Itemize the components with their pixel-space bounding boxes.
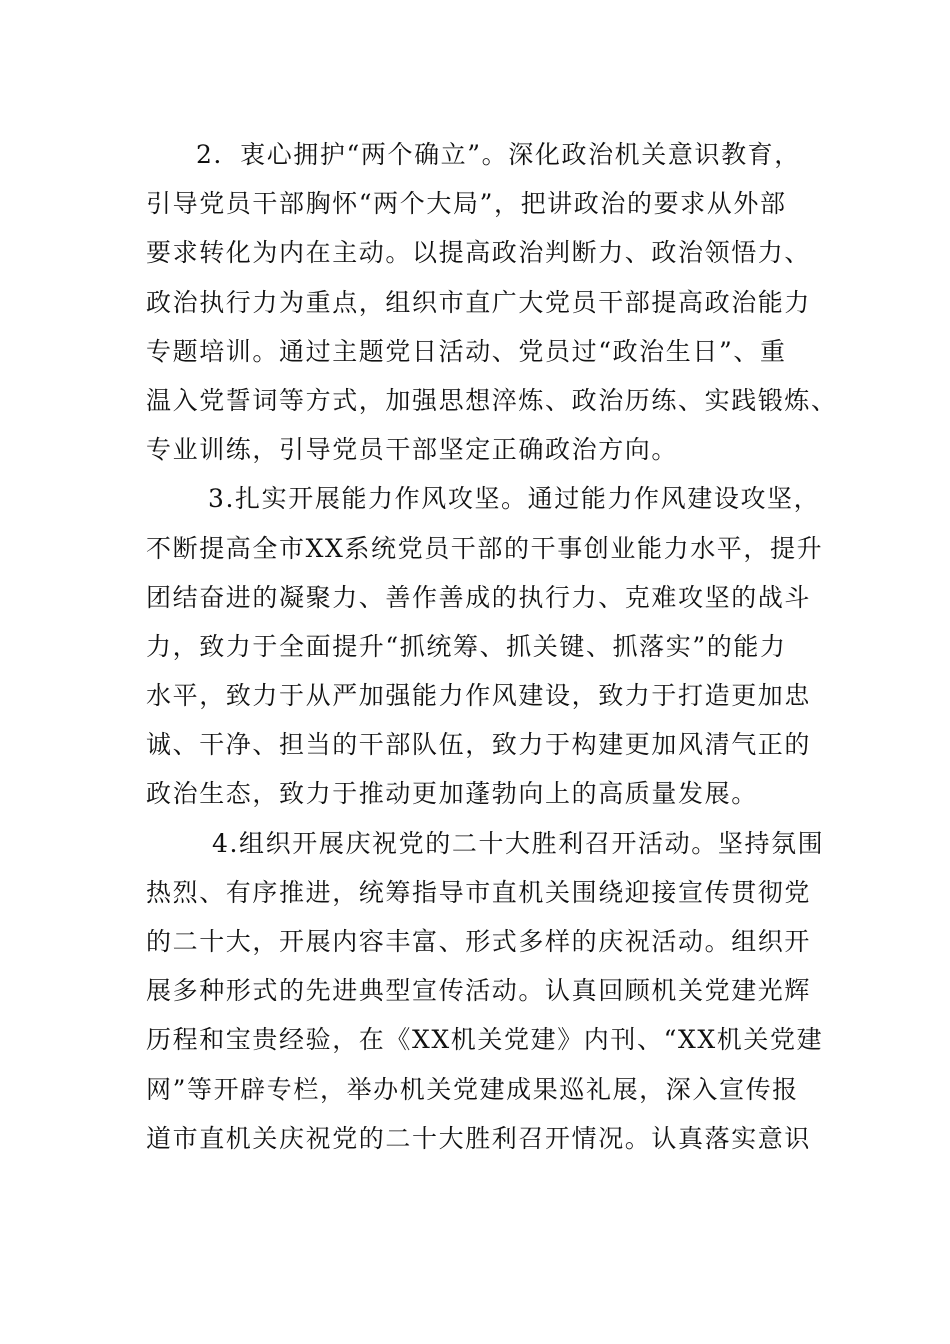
paragraph-line: 温入党誓词等方式，加强思想淬炼、政治历练、实践锻炼、 [146, 385, 838, 415]
document-body [146, 130, 838, 1163]
paragraph-line: 政治执行力为重点，组织市直广大党员干部提高政治能力 [146, 287, 812, 317]
paragraph-line: 专题培训。通过主题党日活动、党员过“政治生日”、重 [146, 336, 787, 366]
paragraph-line: 历程和宝贵经验，在《XX机关党建》内刊、“XX机关党建 [146, 1025, 824, 1055]
paragraph-line: 不断提高全市XX系统党员干部的干事创业能力水平，提升 [146, 533, 824, 563]
paragraph-line: 水平，致力于从严加强能力作风建设，致力于打造更加忠 [146, 681, 812, 711]
paragraph-line: 热烈、有序推进，统筹指导市直机关围绕迎接宣传贯彻党 [146, 877, 812, 907]
paragraph-line: 要求转化为内在主动。以提高政治判断力、政治领悟力、 [146, 238, 812, 268]
paragraph-line: 道市直机关庆祝党的二十大胜利召开情况。认真落实意识 [146, 1123, 812, 1153]
paragraph-line: 2．衷心拥护“两个确立”。深化政治机关意识教育， [196, 140, 801, 169]
paragraph-line: 力，致力于全面提升“抓统筹、抓关键、抓落实”的能力 [146, 631, 787, 661]
paragraph-political-loyalty [146, 130, 838, 474]
paragraph-line: 政治生态，致力于推动更加蓬勃向上的高质量发展。 [146, 779, 758, 809]
paragraph-line: 4.组织开展庆祝党的二十大胜利召开活动。坚持氛围 [212, 828, 825, 858]
paragraph-line: 团结奋进的凝聚力、善作善成的执行力、克难攻坚的战斗 [146, 582, 812, 612]
paragraph-line: 的二十大，开展内容丰富、形式多样的庆祝活动。组织开 [146, 927, 812, 956]
paragraph-line: 展多种形式的先进典型宣传活动。认真回顾机关党建光辉 [146, 976, 812, 1006]
paragraph-line: 引导党员干部胸怀“两个大局”，把讲政治的要求从外部 [146, 189, 787, 219]
paragraph-celebration-activities [146, 819, 825, 1163]
paragraph-capability-style [146, 474, 824, 818]
paragraph-line: 3.扎实开展能力作风攻坚。通过能力作风建设攻坚， [208, 484, 821, 514]
paragraph-line: 专业训练，引导党员干部坚定正确政治方向。 [146, 435, 679, 465]
paragraph-line: 网”等开辟专栏，举办机关党建成果巡礼展，深入宣传报 [146, 1074, 799, 1104]
paragraph-line: 诚、干净、担当的干部队伍，致力于构建更加风清气正的 [146, 730, 812, 760]
